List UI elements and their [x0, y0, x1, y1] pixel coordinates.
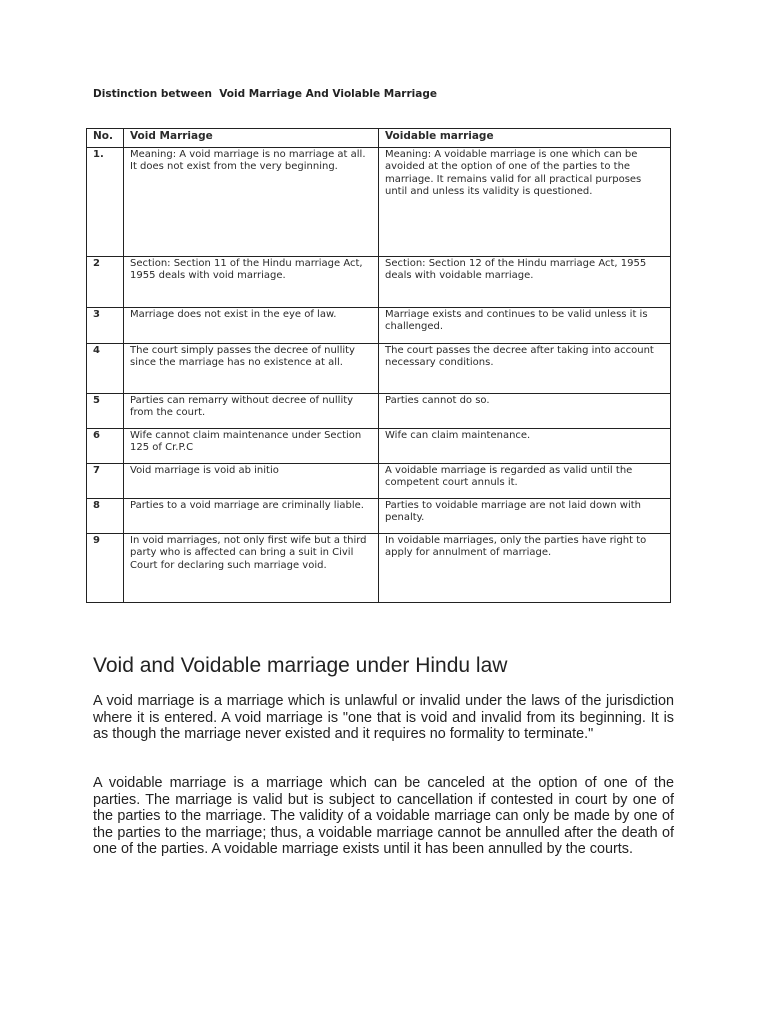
table-row — [87, 464, 671, 499]
void-cell: Void marriage is void ab initio — [124, 464, 379, 499]
voidable-cell: Marriage exists and continues to be valid unless it is challenged. — [379, 308, 671, 344]
header-void-marriage: Void Marriage — [124, 129, 379, 148]
voidable-cell: Wife can claim maintenance. — [379, 429, 671, 464]
row-number: 4 — [87, 344, 124, 394]
header-no: No. — [87, 129, 124, 148]
row-number: 5 — [87, 394, 124, 429]
paragraph-voidable-definition: A voidable marriage is a marriage which can be canceled at the option of one of the parties. The marriage is valid but is subject to cancellation if contested in court by one of the parties to the marriage. The validity of a voidable marriage can only be made by one of the parties to the marriage; thus, a voidable marriage cannot be annulled after the death of one of the parties. A voidable marriage exists until it has been annulled by the courts. — [93, 775, 674, 858]
table-row — [87, 534, 671, 603]
void-cell: Marriage does not exist in the eye of law. — [124, 308, 379, 344]
void-cell: Parties to a void marriage are criminally liable. — [124, 499, 379, 534]
header-voidable-marriage: Voidable marriage — [379, 129, 671, 148]
void-cell: Section: Section 11 of the Hindu marriage Act, 1955 deals with void marriage. — [124, 257, 379, 308]
table-row — [87, 344, 671, 394]
void-cell: Parties can remarry without decree of nullity from the court. — [124, 394, 379, 429]
void-cell: Wife cannot claim maintenance under Section 125 of Cr.P.C — [124, 429, 379, 464]
table-row — [87, 308, 671, 344]
table-header-row — [87, 129, 671, 148]
comparison-table — [86, 128, 671, 603]
voidable-cell: Meaning: A voidable marriage is one which can be avoided at the option of one of the parties to the marriage. It remains valid for all practical purposes until and unless its validity is questioned. — [379, 148, 671, 257]
row-number: 8 — [87, 499, 124, 534]
row-number: 1. — [87, 148, 124, 257]
table-row — [87, 148, 671, 257]
table-row — [87, 429, 671, 464]
voidable-cell: Section: Section 12 of the Hindu marriage Act, 1955 deals with voidable marriage. — [379, 257, 671, 308]
voidable-cell: In voidable marriages, only the parties have right to apply for annulment of marriage. — [379, 534, 671, 603]
voidable-cell: A voidable marriage is regarded as valid until the competent court annuls it. — [379, 464, 671, 499]
section-heading: Void and Voidable marriage under Hindu law — [93, 654, 508, 677]
row-number: 6 — [87, 429, 124, 464]
table-row — [87, 257, 671, 308]
void-cell: The court simply passes the decree of nullity since the marriage has no existence at all. — [124, 344, 379, 394]
table-row — [87, 394, 671, 429]
row-number: 2 — [87, 257, 124, 308]
paragraph-void-definition: A void marriage is a marriage which is unlawful or invalid under the laws of the jurisdiction where it is entered. A void marriage is "one that is void and invalid from its beginning. It is as though the marriage never existed and it requires no formality to terminate." — [93, 693, 674, 743]
document-title: Distinction between Void Marriage And Violable Marriage — [93, 88, 437, 100]
table-row — [87, 499, 671, 534]
void-cell: In void marriages, not only first wife but a third party who is affected can bring a suit in Civil Court for declaring such marriage void. — [124, 534, 379, 603]
row-number: 9 — [87, 534, 124, 603]
voidable-cell: Parties cannot do so. — [379, 394, 671, 429]
void-cell: Meaning: A void marriage is no marriage at all. It does not exist from the very beginning. — [124, 148, 379, 257]
voidable-cell: Parties to voidable marriage are not laid down with penalty. — [379, 499, 671, 534]
row-number: 3 — [87, 308, 124, 344]
voidable-cell: The court passes the decree after taking into account necessary conditions. — [379, 344, 671, 394]
row-number: 7 — [87, 464, 124, 499]
